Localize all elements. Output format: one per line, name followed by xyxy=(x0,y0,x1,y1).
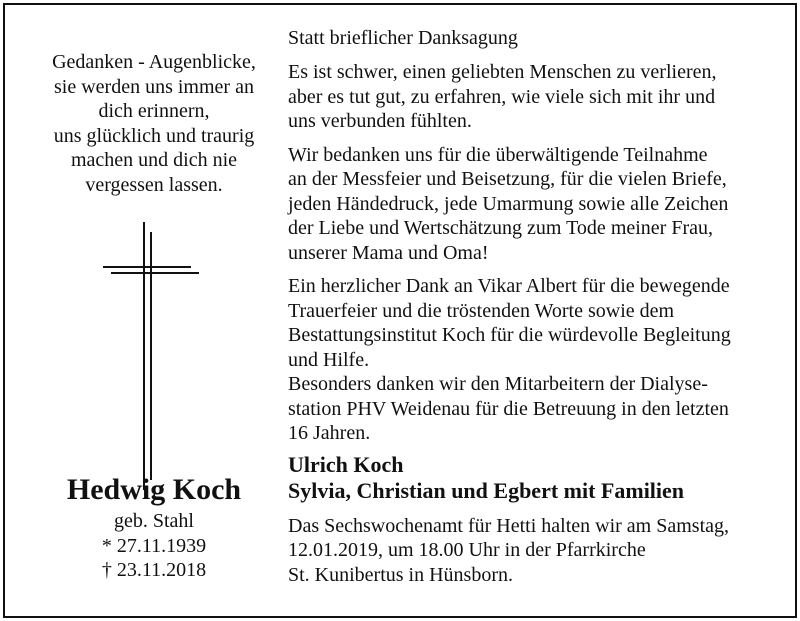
cross-icon xyxy=(103,222,203,490)
death-date: † 23.11.2018 xyxy=(101,559,207,581)
paragraph-line: 16 Jahren. xyxy=(288,422,371,444)
paragraph-line: uns verbunden fühlten. xyxy=(288,110,472,132)
poem-line: machen und dich nie xyxy=(70,149,238,171)
poem-line: vergessen lassen. xyxy=(85,173,223,196)
paragraph-line: Wir bedanken uns für die überwältigende Teilnahme xyxy=(288,143,708,166)
signature-line: Sylvia, Christian und Egbert mit Familien xyxy=(288,477,685,503)
poem xyxy=(10,50,298,197)
paragraph-line: und Hilfe. xyxy=(288,348,370,371)
paragraph-line: unserer Mama und Oma! xyxy=(288,241,489,264)
paragraph-line: Es ist schwer, einen geliebten Menschen zu verlieren, xyxy=(288,61,717,83)
signatures xyxy=(288,452,793,504)
poem-line: Gedanken - Augenblicke, xyxy=(52,51,256,73)
birth-date: * 27.11.1939 xyxy=(101,534,207,557)
notice-line: Das Sechswochenamt für Hetti halten wir am Samstag, xyxy=(288,514,729,537)
right-column xyxy=(288,26,793,587)
paragraph-line: station PHV Weidenau für die Betreuung in den letzten xyxy=(288,397,729,420)
paragraph-line: jeden Händedruck, jede Umarmung sowie alle Zeichen xyxy=(288,192,729,215)
poem-line: sie werden uns immer an xyxy=(54,75,254,98)
paragraph-line: Bestattungsinstitut Koch für die würdevolle Begleitung xyxy=(288,324,731,346)
paragraph-line: der Liebe und Wertschätzung zum Tode meiner Frau, xyxy=(288,217,713,239)
poem-line: dich erinnern, xyxy=(98,100,210,122)
paragraph-line: aber es tut gut, zu erfahren, wie viele sich mit ihr und xyxy=(288,85,716,108)
notice-line: 12.01.2019, um 18.00 Uhr in der Pfarrkirche xyxy=(288,539,646,561)
paragraph-line: an der Messfeier und Beisetzung, für die vielen Briefe, xyxy=(288,168,727,190)
deceased-name: Hedwig Koch xyxy=(66,473,242,506)
paragraph-line: Besonders danken wir den Mitarbeitern der Dialyse- xyxy=(288,373,708,395)
paragraph-line: Trauerfeier und die tröstenden Worte sowie dem xyxy=(288,299,675,322)
header-title: Statt brieflicher Danksagung xyxy=(288,27,518,49)
paragraph-1 xyxy=(288,60,793,134)
signature-line: Ulrich Koch xyxy=(288,451,404,477)
deceased-info xyxy=(10,473,298,583)
poem-line: uns glücklich und traurig xyxy=(53,124,255,147)
paragraph-2 xyxy=(288,143,793,266)
left-column xyxy=(10,50,298,197)
service-notice xyxy=(288,514,793,588)
paragraph-3 xyxy=(288,274,793,446)
maiden-name: geb. Stahl xyxy=(114,510,194,532)
notice-line: St. Kunibertus in Hünsborn. xyxy=(288,563,513,586)
paragraph-line: Ein herzlicher Dank an Vikar Albert für die bewegende xyxy=(288,275,730,297)
